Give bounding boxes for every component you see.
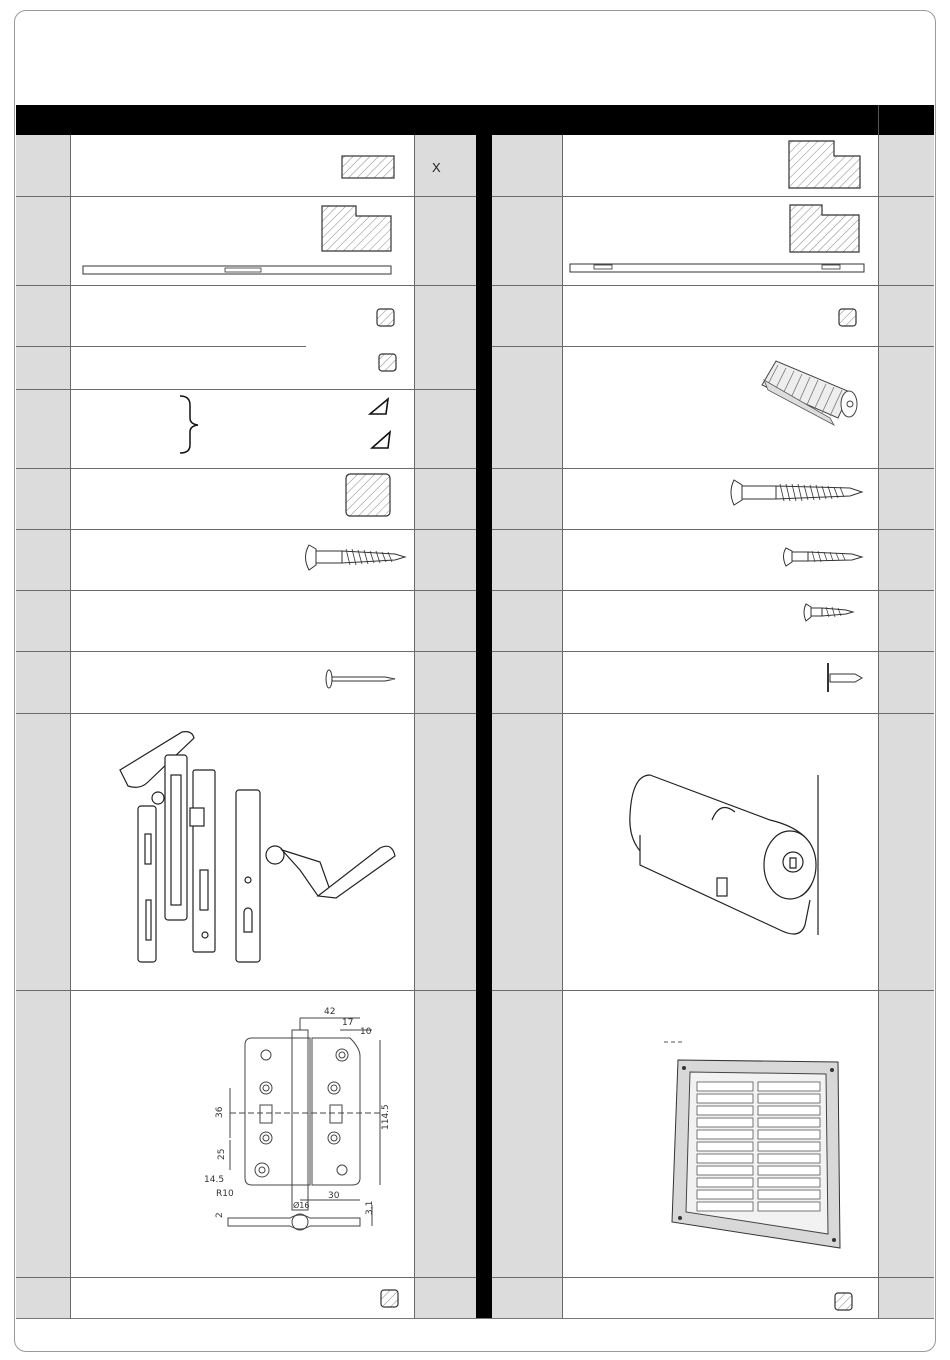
profile-rebated-icon bbox=[790, 205, 859, 252]
svg-text:114.5: 114.5 bbox=[381, 1104, 391, 1130]
triangle-bead-icon bbox=[370, 399, 390, 448]
screw-icon bbox=[731, 480, 862, 505]
profile-rebated-icon bbox=[322, 206, 391, 251]
svg-text:17: 17 bbox=[342, 1018, 354, 1028]
lock-set-icon bbox=[120, 732, 395, 962]
hinge-drawing-icon bbox=[228, 1018, 380, 1230]
row1-left-mark: X bbox=[432, 160, 441, 175]
brace-icon bbox=[180, 396, 198, 453]
cylinder-lock-icon bbox=[630, 775, 818, 935]
vent-grille-icon bbox=[664, 1042, 840, 1248]
profile-rect-icon bbox=[342, 156, 394, 178]
profile-rect-icon bbox=[346, 474, 390, 516]
roll-icon bbox=[762, 361, 857, 425]
svg-text:3.1: 3.1 bbox=[365, 1200, 375, 1215]
svg-text:30: 30 bbox=[328, 1191, 340, 1201]
profile-rebated-icon bbox=[789, 141, 860, 188]
bar-strip-icon bbox=[570, 264, 864, 272]
svg-text:R10: R10 bbox=[216, 1189, 234, 1199]
svg-text:25: 25 bbox=[217, 1148, 227, 1160]
small-square-icon bbox=[377, 309, 856, 326]
svg-text:Ø16: Ø16 bbox=[293, 1201, 310, 1210]
svg-text:42: 42 bbox=[324, 1007, 336, 1017]
screw-icon bbox=[804, 604, 853, 621]
small-square-icon bbox=[379, 354, 396, 371]
bar-strip-icon bbox=[83, 266, 391, 274]
svg-text:36: 36 bbox=[215, 1106, 225, 1118]
svg-text:10: 10 bbox=[360, 1027, 372, 1037]
small-square-icon bbox=[381, 1290, 852, 1310]
screw-icon bbox=[784, 548, 863, 566]
svg-text:2: 2 bbox=[215, 1212, 225, 1218]
nail-icon bbox=[828, 663, 862, 692]
svg-text:14.5: 14.5 bbox=[204, 1175, 225, 1185]
nail-icon bbox=[326, 670, 395, 688]
screw-icon bbox=[306, 545, 406, 570]
